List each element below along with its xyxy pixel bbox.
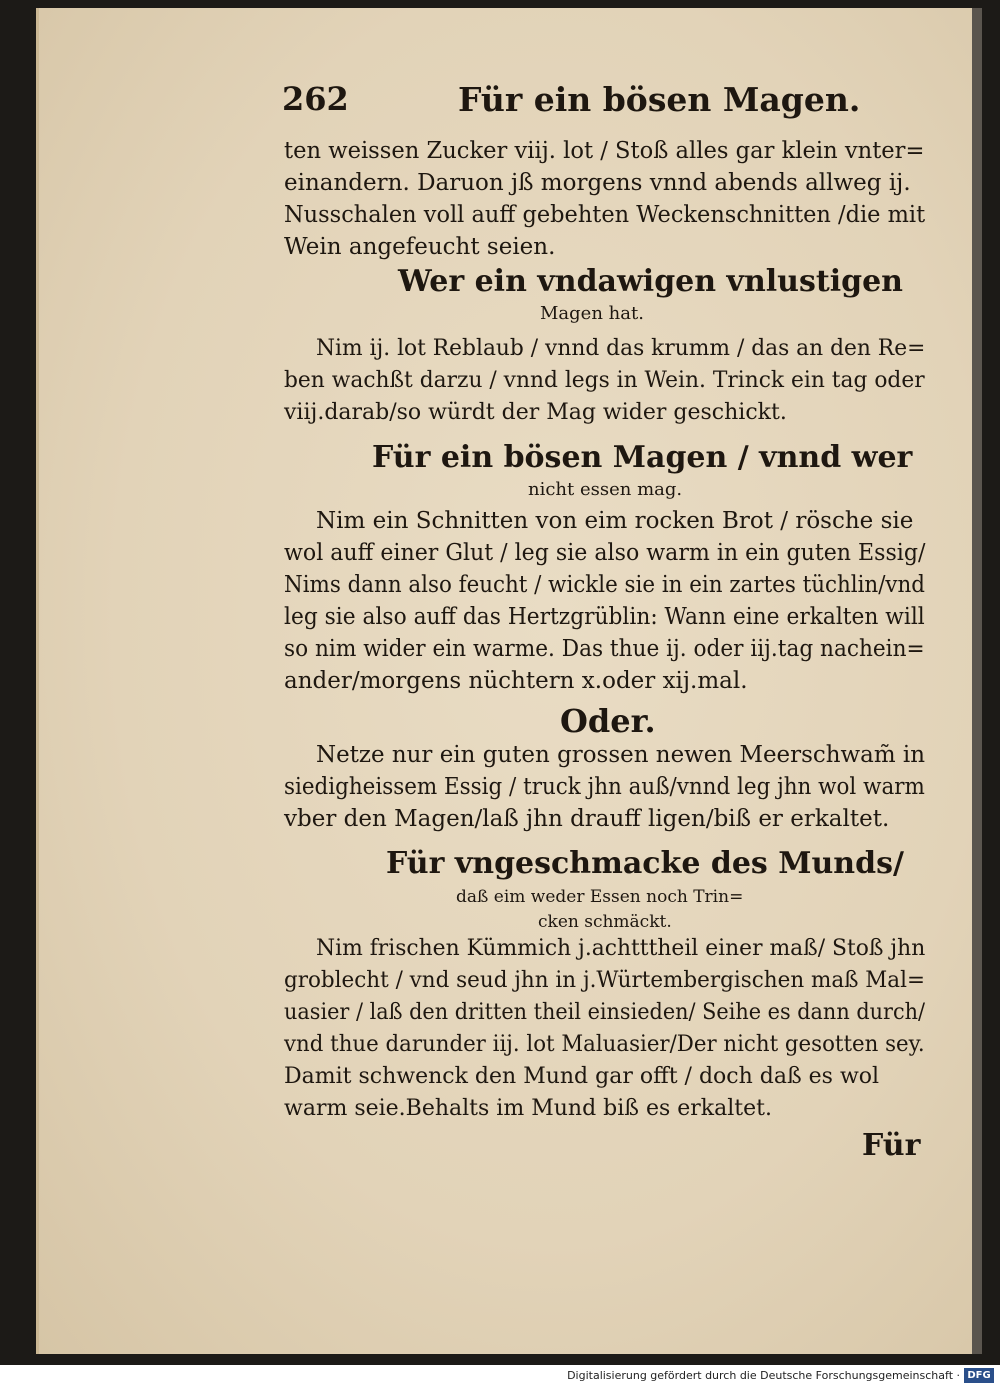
section-subheading: cken schmäckt. (538, 912, 672, 932)
section-heading: Wer ein vndawigen vnlustigen (398, 264, 903, 299)
body-line: ander/morgens nüchtern x.oder xij.mal. (284, 668, 748, 694)
dfg-logo-icon: DFG (964, 1368, 994, 1383)
body-line: warm seie.Behalts im Mund biß es erkaltet. (284, 1096, 772, 1121)
body-line: so nim wider ein warme. Das thue ij. oder iij.tag nachein= (284, 636, 925, 662)
body-line: ten weissen Zucker viij. lot / Stoß alles gar klein vnter= (284, 138, 925, 164)
section-heading: Für ein bösen Magen / vnnd wer (372, 440, 913, 475)
body-line: viij.darab/so würdt der Mag wider geschickt. (284, 400, 787, 425)
body-line: wol auff einer Glut / leg sie also warm in ein guten Essig/ (284, 540, 926, 566)
section-subheading: nicht essen mag. (528, 479, 683, 500)
page-edge (972, 8, 982, 1354)
body-line: Nim ein Schnitten von eim rocken Brot / rösche sie (316, 508, 914, 534)
body-line: siedigheissem Essig / truck jhn auß/vnnd leg jhn wol warm (284, 774, 925, 800)
body-line: einandern. Daruon jß morgens vnnd abends allweg ij. (284, 170, 911, 196)
body-line: Nims dann also feucht / wickle sie in ein zartes tüchlin/vnd (284, 572, 925, 598)
funding-credit: Digitalisierung gefördert durch die Deutsche Forschungsgemeinschaft · (567, 1369, 960, 1382)
body-line: vber den Magen/laß jhn drauff ligen/biß er erkaltet. (284, 806, 890, 832)
body-line: Netze nur ein guten grossen newen Meerschwam̃ in (316, 742, 926, 768)
section-subheading: Magen hat. (540, 303, 644, 324)
footer-bar (0, 1365, 1000, 1387)
body-line: vnd thue darunder iij. lot Maluasier/Der nicht gesotten sey. (284, 1032, 925, 1057)
body-line: groblecht / vnd seud jhn in j.Würtembergischen maß Mal= (284, 968, 925, 993)
body-line: Nim frischen Kümmich j.achtttheil einer maß/ Stoß jhn (316, 936, 926, 961)
section-subheading: daß eim weder Essen noch Trin= (456, 887, 744, 907)
body-line: Wein angefeucht seien. (284, 234, 556, 260)
body-line: Nusschalen voll auff gebehten Weckenschnitten /die mit (284, 202, 926, 228)
page-number: 262 (282, 80, 349, 118)
body-line: Damit schwenck den Mund gar offt / doch daß es wol (284, 1064, 880, 1089)
section-heading: Für vngeschmacke des Munds/ (386, 846, 904, 881)
catchword: Für (862, 1128, 921, 1163)
body-line: leg sie also auff das Hertzgrüblin: Wann eine erkalten will (284, 604, 925, 630)
body-line: ben wachßt darzu / vnnd legs in Wein. Trinck ein tag oder (284, 368, 925, 393)
body-line: Nim ij. lot Reblaub / vnnd das krumm / das an den Re= (316, 336, 926, 361)
running-head: Für ein bösen Magen. (458, 80, 861, 119)
body-line: uasier / laß den dritten theil einsieden/ Seihe es dann durch/ (284, 1000, 926, 1025)
section-heading: Oder. (560, 702, 656, 740)
